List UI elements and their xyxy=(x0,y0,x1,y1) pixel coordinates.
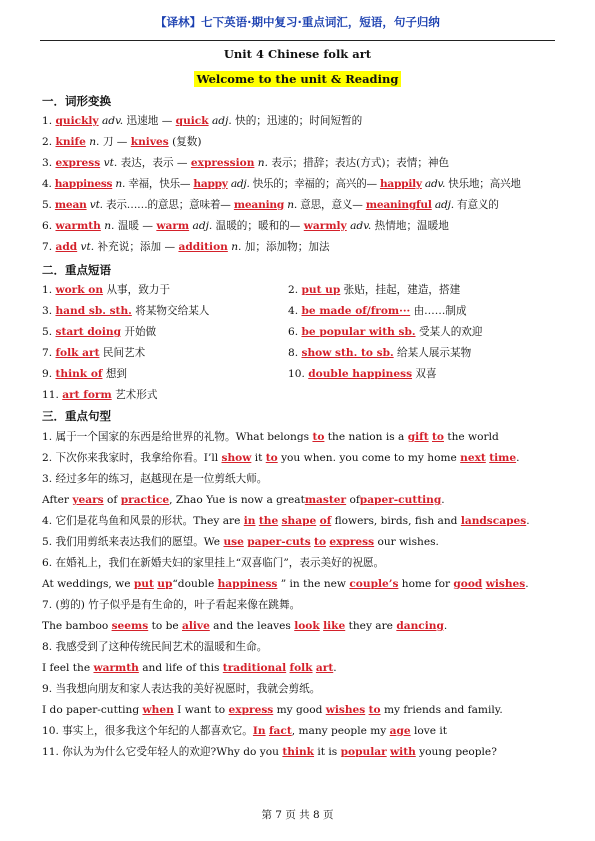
sentence-line: 7. (剪的) 竹子似乎是有生命的，叶子看起来像在跳舞。 xyxy=(42,599,301,611)
phrase-item: 4. be made of/from··· 由……制成 xyxy=(288,305,467,317)
page-header: 【译林】七下英语·期中复习·重点词汇，短语，句子归纳 xyxy=(155,15,440,29)
vocab-item: 1. quickly adv. 迅速地 — quick adj. 快的；迅速的；时间短暂的 xyxy=(42,115,363,127)
sentence-line: 10. 事实上，很多我这个年纪的人都喜欢它。In fact, many people my age love it xyxy=(42,725,448,737)
phrase-item: 6. be popular with sb. 受某人的欢迎 xyxy=(288,326,483,338)
subtitle-highlight: Welcome to the unit & Reading xyxy=(194,71,402,87)
sentence-line: 11. 你认为为什么它受年轻人的欢迎?Why do you think it is popular with young people? xyxy=(42,746,497,758)
sentence-line: 8. 我感受到了这种传统民间艺术的温暖和生命。 xyxy=(42,641,268,653)
sentence-line: 5. 我们用剪纸来表达我们的愿望。We use paper-cuts to express our wishes. xyxy=(42,536,439,548)
phrase-item: 8. show sth. to sb. 给某人展示某物 xyxy=(288,347,472,359)
sentence-line: 1. 属于一个国家的东西是给世界的礼物。What belongs to the nation is a gift to the world xyxy=(42,431,499,443)
phrase-item: 11. art form 艺术形式 xyxy=(42,389,158,401)
phrase-item: 2. put up 张贴，挂起，建造，搭建 xyxy=(288,284,461,296)
phrase-item: 10. double happiness 双喜 xyxy=(288,368,437,380)
section-key-sentences: 三．重点句型 xyxy=(42,409,111,423)
unit-title: Unit 4 Chinese folk art xyxy=(223,47,372,61)
sentence-line: I feel the warmth and life of this traditional folk art. xyxy=(42,662,337,674)
vocab-item: 2. knife n. 刀 — knives (复数) xyxy=(42,136,202,148)
page-footer: 第 7 页 共 8 页 xyxy=(261,809,334,821)
phrase-item: 3. hand sb. sth. 将某物交给某人 xyxy=(42,305,210,317)
phrase-item: 7. folk art 民间艺术 xyxy=(42,347,146,359)
sentence-line: I do paper-cutting when I want to express my good wishes to my friends and family. xyxy=(42,704,503,716)
header-divider xyxy=(40,40,555,41)
vocab-item: 7. add vt. 补充说；添加 — addition n. 加；添加物；加法 xyxy=(42,241,330,253)
vocab-item: 4. happiness n. 幸福，快乐— happy adj. 快乐的；幸福的；高兴的— happily adv. 快乐地；高兴地 xyxy=(42,178,521,190)
phrase-item: 5. start doing 开始做 xyxy=(42,326,157,338)
section-key-phrases: 二．重点短语 xyxy=(42,263,111,277)
phrase-item: 1. work on 从事，致力于 xyxy=(42,284,170,296)
sentence-line: 6. 在婚礼上，我们在新婚夫妇的家里挂上“双喜临门”，表示美好的祝愿。 xyxy=(42,557,385,569)
subtitle-wrap xyxy=(0,68,595,87)
sentence-line: At weddings, we put up“double happiness ” in the new couple’s home for good wishes. xyxy=(42,578,529,590)
sentence-line: 3. 经过多年的练习，赵越现在是一位剪纸大师。 xyxy=(42,473,268,485)
sentence-line: The bamboo seems to be alive and the leaves look like they are dancing. xyxy=(42,620,448,632)
vocab-item: 3. express vt. 表达，表示 — expression n. 表示；措辞；表达(方式)；表情；神色 xyxy=(42,157,450,169)
sentence-line: 9. 当我想向朋友和家人表达我的美好祝愿时，我就会剪纸。 xyxy=(42,683,321,695)
sentence-line: 4. 它们是花鸟鱼和风景的形状。They are in the shape of flowers, birds, fish and landscapes. xyxy=(42,515,530,527)
sentence-line: After years of practice, Zhao Yue is now a greatmaster ofpaper-cutting. xyxy=(42,494,445,506)
sentence-line: 2. 下次你来我家时，我拿给你看。I’ll show it to you when. you come to my home next time. xyxy=(42,452,520,464)
vocab-item: 5. mean vt. 表示……的意思；意味着— meaning n. 意思，意义— meaningful adj. 有意义的 xyxy=(42,199,499,211)
section-word-forms: 一．词形变换 xyxy=(42,94,111,108)
vocab-item: 6. warmth n. 温暖 — warm adj. 温暖的；暖和的— warmly adv. 热情地；温暖地 xyxy=(42,220,449,232)
phrase-item: 9. think of 想到 xyxy=(42,368,128,380)
